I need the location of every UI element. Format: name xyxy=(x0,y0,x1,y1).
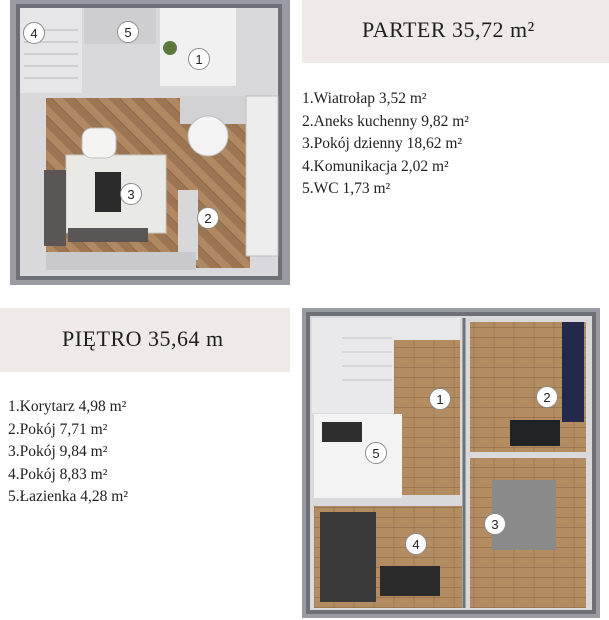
room-marker-4: 4 xyxy=(23,22,45,44)
room-marker-5: 5 xyxy=(117,21,139,43)
room-marker-2: 2 xyxy=(197,207,219,229)
list-item: 4.Pokój 8,83 m² xyxy=(8,465,108,483)
ground-floor-drawing xyxy=(10,0,290,285)
upper-floor-drawing xyxy=(302,308,600,618)
upper-floor-room-list xyxy=(8,396,128,509)
list-item: 5.Łazienka 4,28 m² xyxy=(8,488,128,505)
ground-floor-plan xyxy=(10,0,290,285)
room-marker-5: 5 xyxy=(365,442,387,464)
room-marker-3: 3 xyxy=(484,513,506,535)
upper-floor-title-box xyxy=(0,308,290,372)
upper-floor-plan xyxy=(302,308,600,618)
list-item: 4.Komunikacja 2,02 m² xyxy=(302,157,449,175)
upper-floor-title: PIĘTRO 35,64 m xyxy=(62,326,224,351)
list-item: 2.Aneks kuchenny 9,82 m² xyxy=(302,112,469,130)
list-item: 3.Pokój 9,84 m² xyxy=(8,443,108,460)
room-marker-3: 3 xyxy=(120,183,142,205)
list-item: 1.Korytarz 4,98 m² xyxy=(8,398,127,415)
room-marker-1: 1 xyxy=(188,48,210,70)
list-item: 2.Pokój 7,71 m² xyxy=(8,420,108,438)
list-item: 5.WC 1,73 m² xyxy=(302,180,391,197)
room-marker-1: 1 xyxy=(429,388,451,410)
list-item: 3.Pokój dzienny 18,62 m² xyxy=(302,135,463,152)
list-item: 1.Wiatrołap 3,52 m² xyxy=(302,90,427,107)
ground-floor-room-list xyxy=(302,88,469,201)
ground-floor-title: PARTER 35,72 m² xyxy=(362,17,535,42)
room-marker-2: 2 xyxy=(536,386,558,408)
ground-floor-title-box xyxy=(302,0,609,63)
room-marker-4: 4 xyxy=(405,533,427,555)
